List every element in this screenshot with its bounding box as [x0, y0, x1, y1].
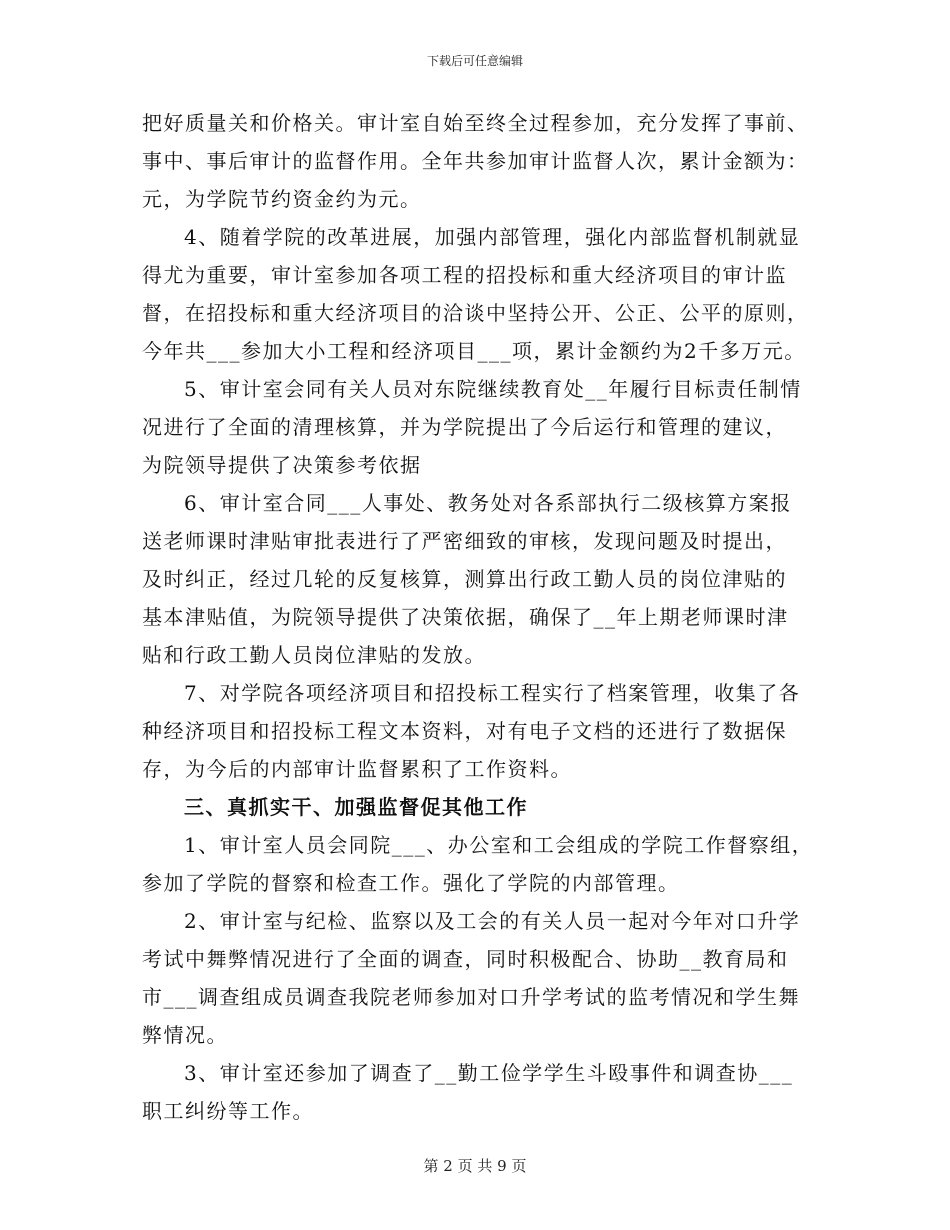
- page-header: 下载后可任意编辑: [426, 54, 523, 68]
- text-line: 况进行了全面的清理核算，并为学院提出了今后运行和管理的建议，: [142, 415, 787, 439]
- text-line: 职工纠纷等工作。: [142, 1099, 314, 1123]
- text-line: 事中、事后审计的监督作用。全年共参加审计监督人次，累计金额为：: [142, 149, 809, 173]
- text-line: 贴和行政工勤人员岗位津贴的发放。: [142, 643, 486, 667]
- text-line: 市___调查组成员调查我院老师参加对口升学考试的监考情况和学生舞: [142, 985, 800, 1009]
- paragraph-start: 2、审计室与纪检、监察以及工会的有关人员一起对今年对口升学: [184, 909, 801, 933]
- text-line: 参加了学院的督察和检查工作。强化了学院的内部管理。: [142, 871, 680, 895]
- page-number: 第 2 页 共 9 页: [423, 1157, 527, 1175]
- paragraph-start: 1、审计室人员会同院___、办公室和工会组成的学院工作督察组，: [184, 833, 814, 857]
- paragraph-start: 4、随着学院的改革进展，加强内部管理，强化内部监督机制就显: [184, 225, 801, 249]
- paragraph-start: 3、审计室还参加了调查了__勤工俭学学生斗殴事件和调查协___: [184, 1061, 794, 1085]
- text-line: 及时纠正，经过几轮的反复核算，测算出行政工勤人员的岗位津贴的: [142, 567, 787, 591]
- text-line: 为院领导提供了决策参考依据: [142, 453, 422, 477]
- text-line: 元，为学院节约资金约为元。: [142, 187, 422, 211]
- section-heading: 三、真抓实干、加强监督促其他工作: [184, 795, 528, 819]
- text-line: 考试中舞弊情况进行了全面的调查，同时积极配合、协助__教育局和: [142, 947, 789, 971]
- text-line: 督，在招投标和重大经济项目的洽谈中坚持公开、公正、公平的原则，: [142, 301, 809, 325]
- paragraph-start: 6、审计室合同___人事处、教务处对各系部执行二级核算方案报: [184, 491, 792, 515]
- text-line: 送老师课时津贴审批表进行了严密细致的审核，发现问题及时提出，: [142, 529, 787, 553]
- document-body: [142, 104, 817, 1130]
- text-line: 种经济项目和招投标工程文本资料，对有电子文档的还进行了数据保: [142, 719, 787, 743]
- paragraph-start: 5、审计室会同有关人员对东院继续教育处__年履行目标责任制情: [184, 377, 802, 401]
- text-line: 基本津贴值，为院领导提供了决策依据，确保了__年上期老师课时津: [142, 605, 789, 629]
- text-line: 得尤为重要，审计室参加各项工程的招投标和重大经济项目的审计监: [142, 263, 787, 287]
- paragraph-start: 7、对学院各项经济项目和招投标工程实行了档案管理，收集了各: [184, 681, 801, 705]
- text-line: 存，为今后的内部审计监督累积了工作资料。: [142, 757, 572, 781]
- text-line: 今年共___参加大小工程和经济项目___项，累计金额约为2千多万元。: [142, 339, 806, 363]
- text-line: 把好质量关和价格关。审计室自始至终全过程参加，充分发挥了事前、: [142, 111, 809, 135]
- text-line: 弊情况。: [142, 1023, 228, 1047]
